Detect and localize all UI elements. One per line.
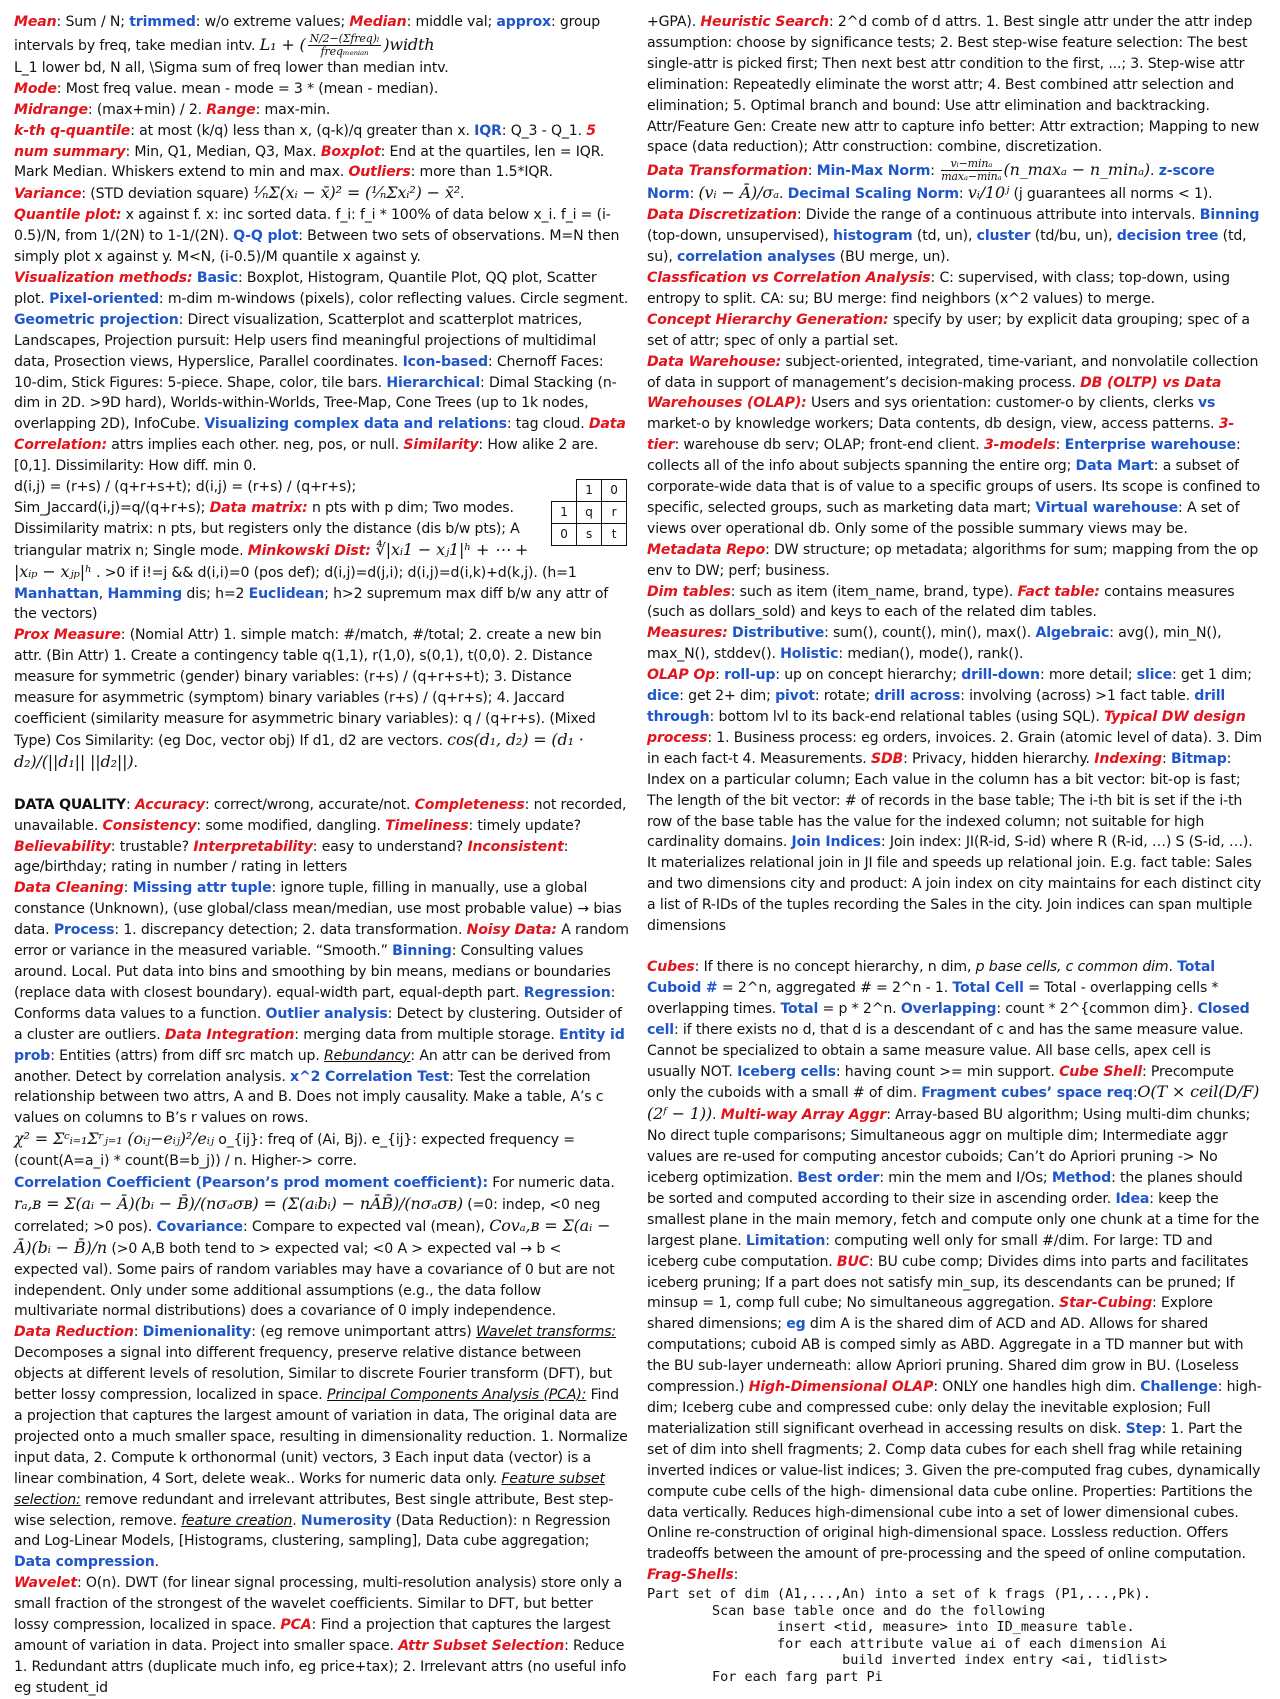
term-db-vs-dw: DB (OLTP) vs Data Warehouses (OLAP):: [647, 374, 1222, 412]
pearson-formula: rₐ,ʙ = Σ(aᵢ − Ā)(bᵢ − B̄)/(nσₐσʙ) = (Σ(aᵢbᵢ) − nĀB̄)/(nσₐσʙ): [14, 1193, 463, 1213]
term-variance: Variance: [14, 186, 82, 203]
chi-square-paragraph: χ² = Σᶜᵢ₌₁Σʳⱼ₌₁ (oᵢⱼ−eᵢⱼ)²/eᵢⱼ o_{ij}: freq of (Ai, Bj). e_{ij}: expected frequency =(count(A=a_i) * count(B=b_j)) / n. Higher-> corre.: [14, 1129, 575, 1170]
term-dice: dice: [647, 688, 680, 705]
term-total: Total: [780, 1000, 819, 1017]
term-entity-id-prob: Entity id prob: [14, 1026, 625, 1064]
term-numerosity: Numerosity: [300, 1512, 392, 1529]
term-data-integration: Data Integration: [164, 1026, 295, 1043]
term-best-order: Best order: [797, 1170, 880, 1187]
term-mode: Mode: [14, 80, 57, 97]
term-min-max-norm: Min-Max Norm: [816, 163, 931, 180]
variance-paragraph: Variance: (STD deviation square) ¹⁄ₙΣ(xᵢ − x̄)² = (¹⁄ₙΣxᵢ²) − x̄².: [14, 183, 465, 203]
wavelet-paragraph: Wavelet: O(n). DWT (for linear signal processing, multi-resolution analysis) store only a small fraction of the strongest of the wavelet coefficients. Similar to DFT, but better lossy compression, localized in space. PCA: Find a projection that captures the largest amount of variation in data. Project into smaller space. Attr Subset Selection: Reduce 1. Redundant attrs (duplicate much info, eg price+tax); 2. Irrelevant attrs (no useful info eg student_id: [14, 1575, 627, 1696]
term-sdb: SDB: [870, 750, 904, 767]
term-mean: Mean: [14, 14, 57, 30]
term-multi-way-array-aggr: Multi-way Array Aggr: [720, 1107, 887, 1124]
term-feature-subset-selection: Feature subset selection:: [14, 1470, 605, 1508]
term-total-cell: Total Cell: [952, 979, 1024, 996]
term-idea: Idea: [1115, 1190, 1150, 1207]
term-inconsistent: Inconsistent: [467, 838, 564, 855]
term-cubes: Cubes: [647, 958, 695, 975]
quantile-paragraph: k-th q-quantile: at most (k/q) less than x, (q-k)/q greater than x. IQR: Q_3 - Q_1. 5 num summary: Min, Q1, Median, Q3, Max. Boxplot: End at the quartiles, len = IQR. Mark Median. Whiskers extend to min and max. Outliers: more than 1.5*IQR.: [14, 122, 605, 181]
term-regression: Regression: [523, 984, 611, 1001]
term-iceberg-cells: Iceberg cells: [737, 1063, 836, 1080]
term-iqr: IQR: [474, 122, 502, 139]
olap-op-paragraph: OLAP Op: roll-up: up on concept hierarchy; drill-down: more detail; slice: get 1 dim; dice: get 2+ dim; pivot: rotate; drill across: involving (across) >1 fact table. drill through: bottom lvl to its back-end relational tables (using SQL). Typical DW design process: 1. Business process: eg orders, invoices. 2. Grain (atomic level of data). 3. Dim in each fact-t 4. Measurements. SDB: Privacy, hidden hierarchy. Indexing: Bitmap: Index on a particular column; Each value in the column has a bit vector: bit-op is fast; The length of the bit vector: # of records in the base table; The i-th bit is set if the i-th row of the base table has the value for the indexed column; not suitable for high cardinality domains. Join Indices: Join index: JI(R-id, S-id) where R (R-id, …) S (S-id, …). It materializes relational join in JI file and speeds up relational join. E.g. fact table: Sales and two dimensions city and product: A join index on city maintains for each distinct city a list of R-IDs of the tuples recording the Sales in the city. Join indices can span multiple dimensions: [647, 667, 1262, 935]
term-outliers: Outliers: [348, 164, 411, 181]
term-minkowski-dist: Minkowski Dist:: [247, 542, 371, 559]
term-decision-tree: decision tree: [1116, 228, 1219, 245]
term-median: Median: [349, 14, 407, 30]
term-approx: approx: [496, 14, 551, 30]
section-gap: [14, 774, 629, 795]
covariance-formula: Covₐ,ʙ = Σ(aᵢ − Ā)(bᵢ − B̄)/n: [14, 1215, 611, 1257]
term-enterprise-warehouse: Enterprise warehouse: [1064, 437, 1236, 454]
term-quantile-plot: Quantile plot:: [14, 207, 122, 224]
cubes-paragraph: Cubes: If there is no concept hierarchy, n dim, p base cells, c common dim. Total Cuboid # = 2^n, aggregated # = 2^n - 1. Total Cell = Total - overlapping cells * overlapping times. Total = p * 2^n. Overlapping: count * 2^{common dim}. Closed cell: if there exists no d, that d is a descendant of c and has the same measure value. Cannot be specialized to obtain a same measure value. All base cells, apex cell is usually NOT. Iceberg cells: having count >= min support. Cube Shell: Precompute only the cuboids with a small # of dim. Fragment cubes’ space req:O(T × ceil(D/F)(2ᶠ − 1)). Multi-way Array Aggr: Array-based BU algorithm; Using multi-dim chunks; No direct tuple comparisons; Simultaneous aggr on multiple dim; Intermediate aggr values are re-used for computing ancestor cuboids; Can’t do Apriori pruning -> No iceberg optimization. Best order: min the mem and I/Os; Method: the planes should be sorted and computed according to their size in ascending order. Idea: keep the smallest plane in the main memory, fetch and compute only one chunk at a time for the largest plane. Limitation: computing well only for small #/dim. For large: TD and iceberg cube computation. BUC: BU cube comp; Divides dims into parts and facilitates iceberg pruning; If a part does not satisfy min_sup, its descendants can be pruned; If minsup = 1, comp full cube; No simultaneous aggregation. Star-Cubing: Explore shared dimensions; eg dim A is the shared dim of ACD and AD. Allows for shared computations; cuboid AB is comped simly as ABD. Aggregate in a TD manner but with the BU sub-layer underneath: allow Apriori pruning. Shared dim grow in BU. (Loseless compression.) High-Dimensional OLAP: ONLY one handles high dim. Challenge: high-dim; Iceberg cube and compressed cube: only delay the inevitable explosion; Full materialization still significant overhead in accessing results on disk. Step: 1. Part the set of dim into shell fragments; 2. Comp data cubes for each shell frag while retaining inverted indices or value-list indices; 3. Given the pre-computed frag cubes, dynamically compute cube cells of the high- dimensional data cube online. Properties: Partitions the data vertically. Reduces high-dimensional cube into a set of lower dimensional cubes. Online re-construction of original high-dimensional space. Lossless reduction. Offers tradeoffs between the amount of pre-processing and the speed of online computation. Frag-Shells:: [647, 958, 1262, 1584]
term-drill-down: drill-down: [961, 667, 1040, 684]
term-z-score-norm: z-score Norm: [647, 163, 1215, 203]
term-cube-shell: Cube Shell: [1059, 1063, 1142, 1080]
term-visualizing-complex-data: Visualizing complex data and relations: [204, 416, 507, 433]
term-buc: BUC: [836, 1253, 869, 1270]
term-believability: Believability: [14, 838, 111, 855]
term-join-indices: Join Indices: [791, 834, 881, 851]
term-outlier-analysis: Outlier analysis: [265, 1005, 388, 1022]
pearson-paragraph: Correlation Coefficient (Pearson’s prod moment coefficient): For numeric data. rₐ,ʙ = Σ(aᵢ − Ā)(bᵢ − B̄)/(nσₐσʙ) = (Σ(aᵢbᵢ) − nĀB̄)/(nσₐσʙ) (=0: indep, <0 neg correlated; >0 pos). Covariance: Compare to expected val (mean), Covₐ,ʙ = Σ(aᵢ − Ā)(bᵢ − B̄)/n (>0 A,B both tend to > expected val; <0 A > expected val → b < expected val). Some pairs of random variables may have a covariance of 0 but are not independent. Only under some additional assumptions (e.g., the data follow multivariate normal distributions) does a covariance of 0 imply independence.: [14, 1175, 615, 1320]
term-dimenionality: Dimenionality: [142, 1324, 252, 1341]
term-data-mart: Data Mart: [1075, 458, 1154, 475]
term-pearson: Correlation Coefficient (Pearson’s prod moment coefficient):: [14, 1175, 488, 1192]
term-pixel-oriented: Pixel-oriented: [49, 290, 159, 307]
data-transformation-paragraph: Data Transformation: Min-Max Norm: $\frac{\text{vᵢ−minₐ}}{\text{maxₐ−minₐ}}$ (n_maxₐ − n_minₐ). z-score Norm: (vᵢ − Ā)/σₐ. Decimal Scaling Norm: vᵢ/10ʲ (j guarantees all norms < 1).: [647, 157, 1215, 203]
term-attr-subset-selection: Attr Subset Selection: [398, 1637, 565, 1654]
term-high-dimensional-olap: High-Dimensional OLAP: [748, 1379, 934, 1396]
term-holistic: Holistic: [780, 646, 839, 663]
term-vs: vs: [1198, 395, 1216, 412]
term-heuristic-search: Heuristic Search: [700, 14, 829, 30]
term-kth-quantile: k-th q-quantile: [14, 122, 131, 139]
term-binning: Binning: [392, 943, 452, 960]
term-algebraic: Algebraic: [1035, 625, 1110, 642]
term-3-tier: 3-tier: [647, 416, 1235, 454]
term-step: Step: [1125, 1420, 1162, 1437]
term-pivot: pivot: [775, 688, 815, 705]
term-concept-hierarchy: Concept Hierarchy Generation:: [647, 311, 889, 328]
quantile-plot-paragraph: Quantile plot: x against f. x: inc sorted data. f_i: f_i * 100% of data below x_i. f_i = (i-0.5)/N, from 1/(2N) to 1-1/(2N). Q-Q plot: Between two sets of observations. M=N then simply plot x against y. M<N, (i-0.5)/M quantile x against y.: [14, 207, 620, 266]
min-max-formula: $\frac{\text{vᵢ−minₐ}}{\text{maxₐ−minₐ}}$ (n_maxₐ − n_minₐ): [941, 157, 1151, 184]
term-basic: Basic: [196, 269, 238, 286]
left-column: Mean: Sum / N; trimmed: w/o extreme values; Median: middle val; approx: group intervals by freq, take median intv. L₁ + ( $\frac{\text{N/2−(Σfreq)ₗ}}{\text{freqₘₑₙᵢₐₙ}}$ )width L_1 lower bd, N all, \Sigma sum of freq lower than median intv. Mode: Most freq value. mean - mode = 3 * (mean - median). Midrange: (max+min) / 2. Range: max-min. k-th q-quantile: at most (k/q) less than x, (q-k)/q greater than x. IQR: Q_3 - Q_1. 5 num summary: Min, Q1, Median, Q3, Max. Boxplot: End at the quartiles, len = IQR. Mark Median. Whiskers extend to min and max. Outliers: more than 1.5*IQR. Variance: (STD deviation square) ¹⁄ₙΣ(xᵢ − x̄)² = (¹⁄ₙΣxᵢ²) − x̄². Quantile plot: x against f. x: inc sorted data. f_i: f_i * 100% of data below x_i. f_i = (i-0.5)/N, from 1/(2N) to 1-1/(2N). Q-Q plot: Between two sets of observations. M=N then simply plot x against y. M<N, (i-0.5)/M quantile x against y. Visualization methods: Basic: Boxplot, Histogram, Quantile Plot, QQ plot, Scatter plot. Pixel-oriented: m-dim m-windows (pixels), color reflecting values. Circle segment. Geometric projection: Direct visualization, Scatterplot and scatterplot matrices, Landscapes, Projection pursuit: Help users find meaningful projections of multidimal data, Prosection views, Hyperslice, Parallel coordinates. Icon-based: Chernoff Faces: 10-dim, Stick Figures: 5-piece. Shape, color, tile bars. Hierarchical: Dimal Stacking (n-dim in 2D. >9D hard), Worlds-within-Worlds, Tree-Map, Cone Trees (up to 1k nodes, overlapping 2D), InfoCube. Visualizing complex data and relations: tag cloud. Data Correlation: attrs implies each other. neg, pos, or null. Similarity: How alike 2 are. [0,1]. Dissimilarity: How diff. min 0. 1 0 1 q r 0 s t d(i,j) = (r+s) / (q+r+s+t); d(i,j) = (r+s) / (q+r+s); Sim_Jaccard(i,j)=q/(q+r+s); Data matrix: n pts with p dim; Two modes. Dissimilarity matrix: n pts, but registers only the distance (dis b/w pts); A triangular matrix n; Single mode. Minkowski Dist: ∜|xᵢ1 − xⱼ1|ʰ + ⋯ + |xᵢₚ − xⱼₚ|ʰ . >0 if i!=j && d(i,i)=0 (pos def); d(i,j)=d(j,i); d(i,j)=d(i,k)+d(k,j). (h=1 Manhattan, Hamming dis; h=2 Euclidean; h>2 supremum max diff b/w any attr of the vectors) Prox Measure: (Nomial Attr) 1. simple match: #/match, #/total; 2. create a new bin attr. (Bin Attr) 1. Create a contingency table q(1,1), r(1,0), s(0,1), t(0,0). 2. Distance measure for symmetric (gender) binary variables: (r+s) / (q+r+s+t); 3. Distance measure for asymmetric (symptom) binary variables (r+s) / (q+r+s); 4. Jaccard coefficient (similarity measure for asymmetric binary variables): q / (q+r+s). (Mixed Type) Cos Similarity: (eg Doc, vector obj) If d1, d2 are vectors. cos(d₁, d₂) = (d₁ · d₂)/(||d₁|| ||d₂||). DATA QUALITY: Accuracy: correct/wrong, accurate/not. Completeness: not recorded, unavailable. Consistency: some modified, dangling. Timeliness: timely update? Believability: trustable? Interpretability: easy to understand? Inconsistent: age/birthday; rating in number / rating in letters Data Cleaning: Missing attr tuple: ignore tuple, filling in manually, use a global constance (Unknown), (use global/class mean/median, use most probable value) → bias data. Process: 1. discrepancy detection; 2. data transformation. Noisy Data: A random error or variance in the measured variable. “Smooth.” Binning: Consulting values around. Local. Put data into bins and smoothing by bin means, medians or boundaries (replace data with closest boundary). equal-width part, equal-depth part. Regression: Conforms data values to a function. Outlier analysis: Detect by clustering. Outsider of a cluster are outliers. Data Integration: merging data from multiple storage. Entity id prob: Entities (attrs) from diff src match up. Rebundancy: An attr can be derived from another. Detect by correlation analysis. x^2 Correlation Test: Test the correlation relationship between two attrs, A and B. Does not imply causality. Make a table, A’s c values on columns to B’s r values on rows. χ² = Σᶜᵢ₌₁Σʳⱼ₌₁ (oᵢⱼ−eᵢⱼ)²/eᵢⱼ o_{ij}: freq of (Ai, Bj). e_{ij}: expected frequency =(count(A=a_i) * count(B=b_j)) / n. Higher-> corre. Correlation Coefficient (Pearson’s prod moment coefficient): For numeric data. rₐ,ʙ = Σ(aᵢ − Ā)(bᵢ − B̄)/(nσₐσʙ) = (Σ(aᵢbᵢ) − nĀB̄)/(nσₐσʙ) (=0: indep, <0 neg correlated; >0 pos). Covariance: Compare to expected val (mean), Covₐ,ʙ = Σ(aᵢ − Ā)(bᵢ − B̄)/n (>0 A,B both tend to > expected val; <0 A > expected val → b < expected val). Some pairs of random variables may have a covariance of 0 but are not independent. Only under some additional assumptions (e.g., the data follow multivariate normal distributions) does a covariance of 0 imply independence. Data Reduction: Dimenionality: (eg remove unimportant attrs) Wavelet transforms: Decomposes a signal into different frequency, preserve relative distance between objects at different levels of resolution, Similar to discrete Fourier transform (DFT), but better lossy compression, localized in space. Principal Components Analysis (PCA): Find a projection that captures the largest amount of variation in data, The original data are projected onto a much smaller space, resulting in dimensionality reduction. 1. Normalize input data, 2. Compute k orthonormal (unit) vectors, 3 Each input data (vector) is a linear combination, 4 Sort, delete weak.. Works for numeric data only. Feature subset selection: remove redundant and irrelevant attributes, Best single attribute, Best step-wise selection, remove. feature creation. Numerosity (Data Reduction): n Regression and Log-Linear Models, [Histograms, clustering, sampling], Data cube aggregation; Data compression. Wavelet: O(n). DWT (for linear signal processing, multi-resolution analysis) store only a small fraction of the strongest of the wavelet coefficients. Similar to DFT, but better lossy compression, localized in space. PCA: Find a projection that captures the largest amount of variation in data. Project into smaller space. Attr Subset Selection: Reduce 1. Redundant attrs (duplicate much info, eg price+tax); 2. Irrelevant attrs (no useful info eg student_id: [14, 12, 629, 1656]
term-covariance: Covariance: [156, 1218, 243, 1235]
term-classification-vs-correlation: Classfication vs Correlation Analysis: [647, 269, 931, 286]
term-pca: PCA: [280, 1617, 312, 1634]
term-qq-plot: Q-Q plot: [233, 228, 299, 245]
term-roll-up: roll-up: [724, 667, 776, 684]
term-3-models: 3-models: [983, 437, 1056, 454]
visualization-paragraph: Visualization methods: Basic: Boxplot, Histogram, Quantile Plot, QQ plot, Scatter plot. Pixel-oriented: m-dim m-windows (pixels), color reflecting values. Circle segment. Geometric projection: Direct visualization, Scatterplot and scatterplot matrices, Landscapes, Projection pursuit: Help users find meaningful projections of multidimal data, Prosection views, Hyperslice, Parallel coordinates. Icon-based: Chernoff Faces: 10-dim, Stick Figures: 5-piece. Shape, color, tile bars. Hierarchical: Dimal Stacking (n-dim in 2D. >9D hard), Worlds-within-Worlds, Tree-Map, Cone Trees (up to 1k nodes, overlapping 2D), InfoCube. Visualizing complex data and relations: tag cloud. Data Correlation: attrs implies each other. neg, pos, or null. Similarity: How alike 2 are. [0,1]. Dissimilarity: How diff. min 0.: [14, 269, 629, 475]
midrange-paragraph: Midrange: (max+min) / 2. Range: max-min.: [14, 101, 331, 118]
z-score-formula: (vᵢ − Ā)/σₐ: [698, 183, 779, 203]
central-tendency-paragraph: Mean: Sum / N; trimmed: w/o extreme values; Median: middle val; approx: group intervals by freq, take median intv. L₁ + ( $\frac{\text{N/2−(Σfreq)ₗ}}{\text{freqₘₑₙᵢₐₙ}}$ )width L_1 lower bd, N all, \Sigma sum of freq lower than median intv.: [14, 14, 601, 76]
term-base-cells: p base cells, c common dim: [975, 958, 1169, 975]
term-hierarchical: Hierarchical: [386, 374, 481, 391]
term-wavelet: Wavelet: [14, 1575, 77, 1592]
dim-tables-paragraph: Dim tables: such as item (item_name, brand, type). Fact table: contains measures (such as dollars_sold) and keys to each of the related dim tables.: [647, 583, 1235, 621]
term-boxplot: Boxplot: [320, 143, 381, 160]
term-data-discretization: Data Discretization: [647, 207, 797, 224]
term-measures: Measures:: [647, 625, 728, 642]
term-metadata-repo: Metadata Repo: [647, 541, 766, 558]
term-total-cuboid: Total Cuboid #: [647, 958, 1215, 996]
term-trimmed: trimmed: [129, 14, 196, 30]
frag-shells-pseudocode: Part set of dim (A1,...,An) into a set of k frags (P1,...,Pk). Scan base table once and do the following insert <tid, measure> into ID_measure table. for each attribute value ai of each dimension Ai build inverted index entry <ai, tidlist> For each farg part Pi: [647, 1586, 1168, 1685]
term-overlapping: Overlapping: [900, 1000, 997, 1017]
term-fact-table: Fact table:: [1017, 583, 1100, 600]
term-binning-disc: Binning: [1199, 207, 1260, 224]
term-accuracy: Accuracy: [134, 796, 205, 813]
term-data-transformation: Data Transformation: [647, 163, 808, 180]
cos-similarity-formula: cos(d₁, d₂) = (d₁ · d₂)/(||d₁|| ||d₂||): [14, 729, 584, 771]
term-drill-through: drill through: [647, 688, 1226, 725]
term-rebundancy: Rebundancy: [324, 1047, 411, 1064]
term-distributive: Distributive: [732, 625, 825, 642]
term-challenge: Challenge: [1140, 1379, 1218, 1396]
term-euclidean: Euclidean: [248, 585, 325, 602]
term-visualization-methods: Visualization methods:: [14, 269, 193, 286]
term-data-matrix: Data matrix:: [209, 499, 308, 516]
term-timeliness: Timeliness: [385, 817, 469, 834]
term-data-warehouse: Data Warehouse:: [647, 353, 782, 370]
term-hamming: Hamming: [107, 585, 183, 602]
term-limitation: Limitation: [745, 1232, 826, 1249]
term-similarity: Similarity: [403, 437, 479, 454]
term-closed-cell: Closed cell: [647, 1000, 1250, 1038]
term-completeness: Completeness: [414, 796, 525, 813]
term-x2-correlation-test: x^2 Correlation Test: [290, 1068, 450, 1085]
term-pca-full: Principal Components Analysis (PCA):: [326, 1387, 587, 1404]
term-olap-op: OLAP Op: [647, 667, 716, 684]
term-frag-shells: Frag-Shells: [647, 1567, 734, 1584]
term-star-cubing: Star-Cubing: [1059, 1295, 1153, 1312]
term-method: Method: [1051, 1170, 1112, 1187]
term-process: Process: [53, 922, 115, 939]
term-geometric-projection: Geometric projection: [14, 311, 179, 328]
term-decimal-scaling-norm: Decimal Scaling Norm: [787, 186, 959, 203]
data-discretization-paragraph: Data Discretization: Divide the range of a continuous attribute into intervals. Binning (top-down, unsupervised), histogram (td, un), cluster (td/bu, un), decision tree (td, su), correlation analyses (BU merge, un).: [647, 207, 1260, 266]
term-midrange: Midrange: [14, 101, 88, 118]
term-five-num-summary: 5 num summary: [14, 122, 596, 160]
term-fragment-cubes: Fragment cubes’ space req: [921, 1085, 1133, 1102]
term-prox-measure: Prox Measure: [14, 627, 121, 644]
data-reduction-paragraph: Data Reduction: Dimenionality: (eg remove unimportant attrs) Wavelet transforms: Decomposes a signal into different frequency, preserve relative distance between objects at different levels of resolution, Similar to discrete Fourier transform (DFT), but better lossy compression, localized in space. Principal Components Analysis (PCA): Find a projection that captures the largest amount of variation in data, The original data are projected onto a much smaller space, resulting in dimensionality reduction. 1. Normalize input data, 2. Compute k orthonormal (unit) vectors, 3 Each input data (vector) is a linear combination, 4 Sort, delete weak.. Works for numeric data only. Feature subset selection: remove redundant and irrelevant attributes, Best single attribute, Best step-wise selection, remove. feature creation. Numerosity (Data Reduction): n Regression and Log-Linear Models, [Histograms, clustering, sampling], Data cube aggregation; Data compression.: [14, 1324, 628, 1571]
term-icon-based: Icon-based: [402, 353, 488, 370]
prox-measure-paragraph: Prox Measure: (Nomial Attr) 1. simple match: #/match, #/total; 2. create a new bin attr. (Bin Attr) 1. Create a contingency table q(1,1), r(1,0), s(0,1), t(0,0). 2. Distance measure for symmetric (gender) binary variables: (r+s) / (q+r+s+t); 3. Distance measure for asymmetric (symptom) binary variables (r+s) / (q+r+s); 4. Jaccard coefficient (similarity measure for asymmetric binary variables): q / (q+r+s). (Mixed Type) Cos Similarity: (eg Doc, vector obj) If d1, d2 are vectors. cos(d₁, d₂) = (d₁ · d₂)/(||d₁|| ||d₂||).: [14, 627, 602, 771]
minkowski-formula: ∜|xᵢ1 − xⱼ1|ʰ + ⋯ + |xᵢₚ − xⱼₚ|ʰ: [14, 539, 529, 581]
term-noisy-data: Noisy Data:: [466, 922, 557, 939]
classification-paragraph: Classfication vs Correlation Analysis: C: supervised, with class; top-down, using entropy to split. CA: su; BU merge: find neighbors (x^2 values) to merge.: [647, 269, 1230, 307]
term-slice: slice: [1136, 667, 1172, 684]
term-manhattan: Manhattan: [14, 585, 99, 602]
term-eg: eg: [786, 1316, 806, 1333]
right-column: [647, 12, 1262, 1685]
term-range: Range: [206, 101, 256, 118]
term-feature-creation: feature creation: [181, 1512, 293, 1529]
heuristic-search-paragraph: +GPA). Heuristic Search: 2^d comb of d attrs. 1. Best single attr under the attr indep assumption: choose by significance tests; 2. Best step-wise feature selection: The best single-attr is picked first; Then next best attr condition to the first, ...; 3. Step-wise attr elimination: Repeatedly eliminate the worst attr; 4. Best combined attr selection and elimination; 5. Optimal branch and bound: Use attr elimination and backtracking. Attr/Feature Gen: Create new attr to capture info better: Attr extraction; Mapping to new space (data reduction); Attr construction: combine, discretization.: [647, 14, 1260, 156]
measures-paragraph: Measures: Distributive: sum(), count(), min(), max(). Algebraic: avg(), min_N(), max_N(), stddev(). Holistic: median(), mode(), rank().: [647, 625, 1222, 663]
median-formula: L₁ + ( $\frac{\text{N/2−(Σfreq)ₗ}}{\text{freqₘₑₙᵢₐₙ}}$ )width: [259, 31, 435, 58]
term-drill-across: drill across: [874, 688, 961, 705]
term-cluster: cluster: [976, 228, 1031, 245]
term-dim-tables: Dim tables: [647, 583, 731, 600]
mode-paragraph: Mode: Most freq value. mean - mode = 3 * (mean - median).: [14, 80, 439, 97]
term-consistency: Consistency: [102, 817, 197, 834]
term-histogram: histogram: [833, 228, 913, 245]
term-wavelet-transforms: Wavelet transforms:: [476, 1324, 616, 1341]
term-bitmap: Bitmap: [1170, 750, 1227, 767]
term-interpretability: Interpretability: [193, 838, 313, 855]
term-virtual-warehouse: Virtual warehouse: [1035, 499, 1179, 516]
term-data-compression: Data compression: [14, 1554, 155, 1571]
term-data-reduction: Data Reduction: [14, 1324, 134, 1341]
decimal-scaling-formula: vᵢ/10ʲ: [967, 183, 1010, 203]
term-dw-design-process: Typical DW design process: [647, 709, 1246, 746]
term-data-quality: DATA QUALITY: [14, 796, 126, 813]
variance-formula: ¹⁄ₙΣ(xᵢ − x̄)² = (¹⁄ₙΣxᵢ²) − x̄²: [253, 183, 460, 203]
chi-square-formula: χ² = Σᶜᵢ₌₁Σʳⱼ₌₁ (oᵢⱼ−eᵢⱼ)²/eᵢⱼ: [14, 1129, 214, 1149]
term-data-correlation: Data Correlation:: [14, 416, 626, 454]
contingency-table: 1 0 1 q r 0 s t: [551, 479, 627, 546]
data-quality-paragraph: DATA QUALITY: Accuracy: correct/wrong, accurate/not. Completeness: not recorded, unavailable. Consistency: some modified, dangling. Timeliness: timely update? Believability: trustable? Interpretability: easy to understand? Inconsistent: age/birthday; rating in number / rating in letters: [14, 796, 627, 876]
section-gap: [647, 937, 1262, 957]
concept-hierarchy-paragraph: Concept Hierarchy Generation: specify by user; by explicit data grouping; spec of a set of attr; spec of only a partial set.: [647, 311, 1250, 349]
term-data-cleaning: Data Cleaning: [14, 880, 124, 897]
term-missing-attr-tuple: Missing attr tuple: [132, 880, 272, 897]
term-indexing: Indexing: [1094, 750, 1162, 767]
data-warehouse-paragraph: Data Warehouse: subject-oriented, integrated, time-variant, and nonvolatile collection of data in support of management’s decision-making process. DB (OLTP) vs Data Warehouses (OLAP): Users and sys orientation: customer-o by clients, clerks vs market-o by knowledge workers; Data contents, db design, view, access patterns. 3-tier: warehouse db serv; OLAP; front-end client. 3-models: Enterprise warehouse: collects all of the info about subjects spanning the entire org; Data Mart: a subset of corporate-wide data that is of value to a specific groups of users. Its scope is confined to specific, selected groups, such as marketing data mart; Virtual warehouse: A set of views over operational db. Only some of the possible summary views may be. Metadata Repo: DW structure; op metadata; algorithms for sum; mapping from the op env to DW; perf; business.: [647, 353, 1261, 579]
data-cleaning-paragraph: Data Cleaning: Missing attr tuple: ignore tuple, filling in manually, use a global constance (Unknown), (use global/class mean/median, use most probable value) → bias data. Process: 1. discrepancy detection; 2. data transformation. Noisy Data: A random error or variance in the measured variable. “Smooth.” Binning: Consulting values around. Local. Put data into bins and smoothing by bin means, medians or boundaries (replace data with closest boundary). equal-width part, equal-depth part. Regression: Conforms data values to a function. Outlier analysis: Detect by clustering. Outsider of a cluster are outliers. Data Integration: merging data from multiple storage. Entity id prob: Entities (attrs) from diff src match up. Rebundancy: An attr can be derived from another. Detect by correlation analysis. x^2 Correlation Test: Test the correlation relationship between two attrs, A and B. Does not imply causality. Make a table, A’s c values on columns to B’s r values on rows.: [14, 880, 629, 1127]
term-correlation-analyses: correlation analyses: [676, 249, 836, 266]
fragment-formula: O(T × ceil(D/F)(2ᶠ − 1)): [647, 1082, 1260, 1124]
